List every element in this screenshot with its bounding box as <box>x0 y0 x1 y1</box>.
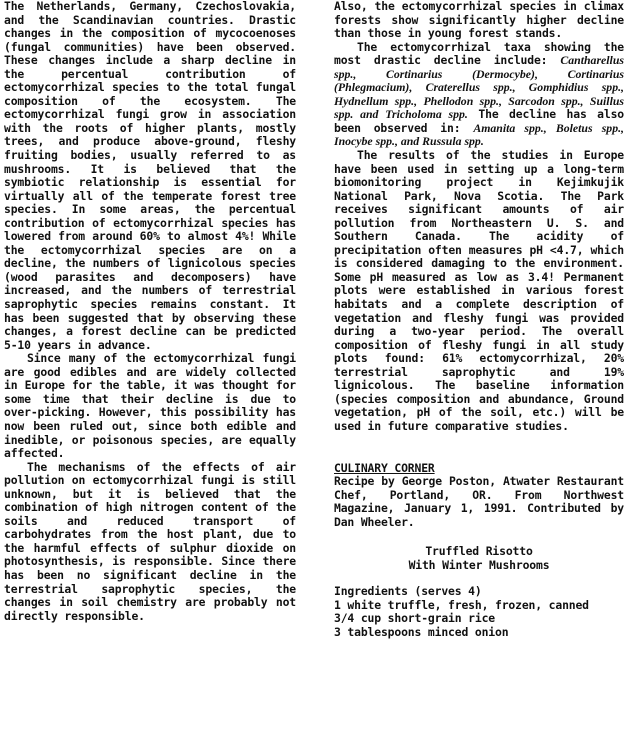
article-paragraph: Also, the ectomycorrhizal species in climax forests show significantly higher decline than those in young forest stands. <box>334 0 624 41</box>
taxa-intro: The ectomycorrhizal taxa showing the most drastic decline include: <box>334 39 624 68</box>
taxa-mid: The decline has also been observed in: <box>334 107 625 135</box>
article-paragraph: The mechanisms of the effects of air pollution on ectomycorrhizal fungi is still unknown, but it is believed that the combination of high nitrogen content of the soils and reduced transport of carbohydrates from the host plant, due to the harmful effects of sulphur dioxide on photosynthesis, is responsible. Since there has been no significant decline in the terrestrial saprophytic species, the changes in soil chemistry are probably not directly responsible. <box>4 459 296 623</box>
recipe-title-line: With Winter Mushrooms <box>408 557 550 572</box>
recipe-title <box>334 545 624 572</box>
taxa-list-2: Amanita spp., Boletus spp., Inocybe spp., and Russula spp. <box>334 120 624 149</box>
left-column <box>4 0 296 623</box>
section-heading: CULINARY CORNER <box>334 460 435 475</box>
ingredients-heading: Ingredients (serves 4) <box>334 584 482 599</box>
article-paragraph: The results of the studies in Europe have been used in setting up a long-term biomonitoring project in Kejimkujik National Park, Nova Scotia. The Park receives significant amounts of air pollution from Northeastern U. S. and Southern Canada. The acidity of precipitation often measures pH <4.7, which is considered damaging to the environment. Some pH measured as low as 3.4! Permanent plots were established in various forest habitats and a complete description of vegetation and fleshy fungi was provided during a two-year period. The overall composition of fleshy fungi in all study plots found: 61% ectomycorrhizal, 20% terrestrial saprophytic and 19% lignicolous. The baseline information (species composition and abundance, Ground vegetation, pH of the soil, etc.) will be used in future comparative studies. <box>334 148 624 433</box>
ingredient-item: 3 tablespoons minced onion <box>334 624 509 639</box>
recipe-title-line: Truffled Risotto <box>425 544 533 559</box>
ingredient-item: 3/4 cup short-grain rice <box>334 611 495 626</box>
taxa-list: Cantharellus spp., Cortinarius (Dermocybe), Cortinarius (Phlegmacium), Craterellus spp., Gomphidius spp., Hydnellum spp., Phellodon spp., Sarcodon spp., Suillus spp. and Tricholoma spp. <box>334 53 624 122</box>
recipe-intro: Recipe by George Poston, Atwater Restaurant Chef, Portland, OR. From Northwest Magazine, January 1, 1991. Contributed by Dan Wheeler. <box>334 474 624 529</box>
ingredient-item: 1 white truffle, fresh, frozen, canned <box>334 597 589 612</box>
right-column <box>334 0 624 640</box>
article-paragraph: Since many of the ectomycorrhizal fungi are good edibles and are widely collected in Europe for the table, it was thought for some time that their decline is due to over-picking. However, this possibility has now been ruled out, since both edible and inedible, or poisonous species, are equally affected. <box>4 351 296 461</box>
taxa-paragraph <box>334 41 624 149</box>
article-paragraph: The Netherlands, Germany, Czechoslovakia, and the Scandinavian countries. Drastic changes in the composition of mycocoenoses (fungal communities) have been observed. These changes include a sharp decline in the percentual contribution of ectomycorrhizal species to the total fungal composition of the ecosystem. The ectomycorrhizal fungi grow in association with the roots of higher plants, mostly trees, and produce above-ground, fleshy fruiting bodies, usually referred to as mushrooms. It is believed that the symbiotic relationship is essential for virtually all of the temperate forest tree species. In some areas, the percentual contribution of ectomycorrhizal species has lowered from around 60% to almost 4%! While the ectomycorrhizal species are on a decline, the numbers of lignicolous species (wood parasites and decomposers) have increased, and the numbers of terrestrial saprophytic species remains constant. It has been suggested that by observing these changes, a forest decline can be predicted 5-10 years in advance. <box>4 0 296 352</box>
